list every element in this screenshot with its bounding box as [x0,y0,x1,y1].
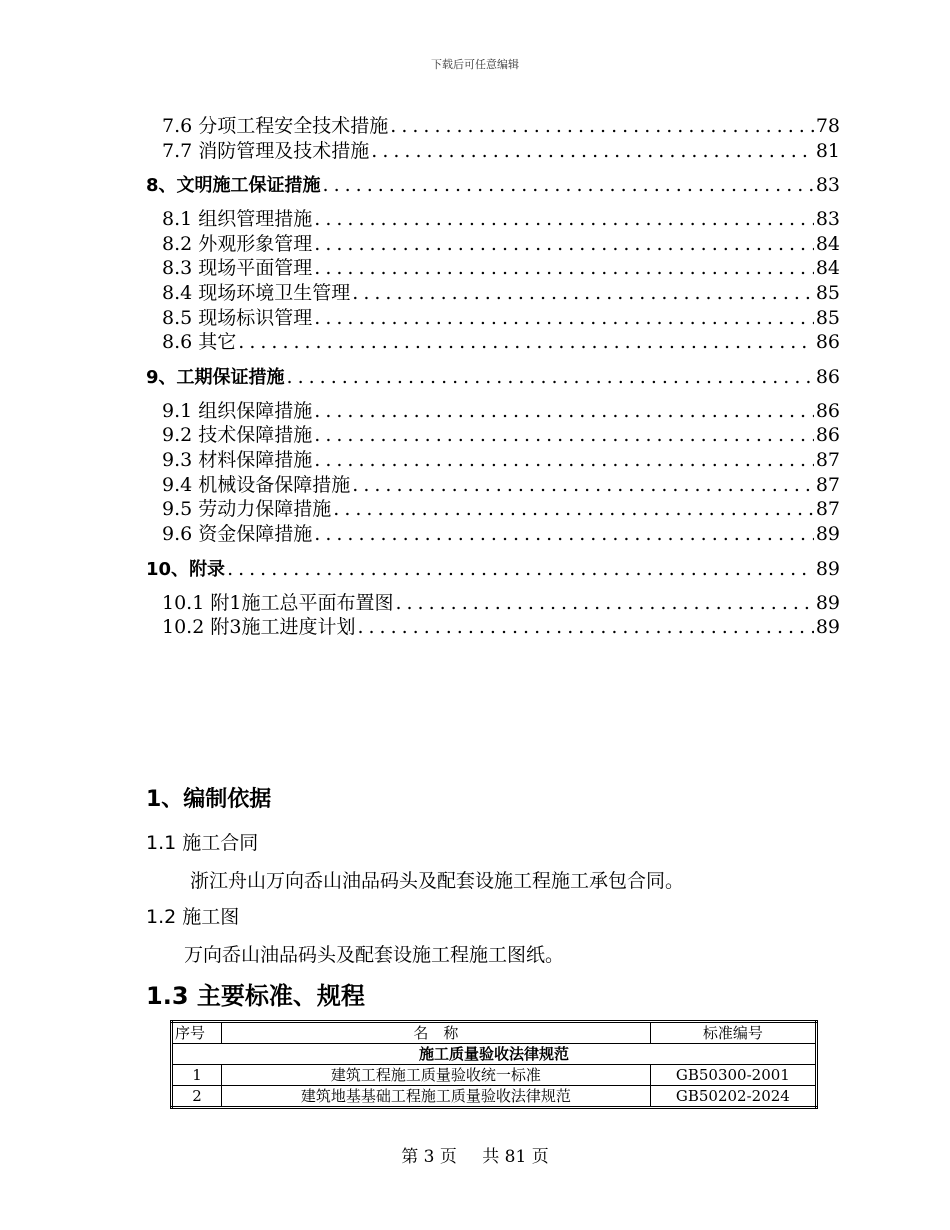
toc-section-entry[interactable] [162,615,840,639]
toc-entry-title [162,591,393,615]
toc-chapter-entry[interactable] [146,365,840,390]
section-1-1-heading: 1.1 施工合同 [146,832,259,854]
toc-entry-label: 机械设备保障措施 [198,474,351,496]
toc-entry-label: 现场标识管理 [198,307,313,329]
toc-entry-title [146,174,321,198]
toc-section-entry[interactable] [162,448,840,472]
toc-entry-number: 10.1 [162,592,205,614]
toc-section-entry[interactable] [162,399,840,423]
toc-entry-number: 8.5 [162,307,193,329]
toc-leader-dots [314,448,814,472]
toc-leader-dots [352,281,814,305]
row-no: 1 [172,1065,222,1086]
row-code: GB50202-2024 [650,1086,816,1108]
toc-page-number: 89 [815,616,840,638]
toc-page-number: 81 [815,140,840,162]
toc-leader-dots [314,306,814,330]
section-1-2-text: 万向岙山油品码头及配套设施工程施工图纸。 [184,944,565,966]
page-footer [0,1142,950,1167]
toc-entry-title [162,207,312,231]
toc-page-number: 89 [815,558,840,580]
toc-page-number: 78 [815,115,840,137]
toc-leader-dots [333,497,814,521]
toc-entry-number: 9.2 [162,424,193,446]
toc-entry-number: 9.6 [162,523,193,545]
toc-leader-dots [314,232,814,256]
toc-entry-label: 现场平面管理 [198,257,313,279]
toc-entry-number: 8.6 [162,331,193,353]
toc-leader-dots [287,365,814,389]
standards-table [170,1020,818,1109]
toc-section-entry[interactable] [162,522,840,546]
toc-leader-dots [314,522,814,546]
toc-page-number: 86 [815,366,840,388]
toc-leader-dots [227,557,814,581]
toc-leader-dots [323,173,814,197]
toc-entry-number: 9.1 [162,400,193,422]
toc-entry-label: 材料保障措施 [198,449,313,471]
toc-section-entry[interactable] [162,114,840,138]
toc-entry-label: 技术保障措施 [198,424,313,446]
toc-leader-dots [390,114,814,138]
section-1-3-heading: 1.3 主要标准、规程 [146,982,365,1010]
section-1-1-text: 浙江舟山万向岙山油品码头及配套设施工程施工承包合同。 [190,870,685,892]
toc-section-entry[interactable] [162,281,840,305]
toc-entry-title [162,399,312,423]
header-cell-code: 标准编号 [650,1022,816,1044]
toc-entry-title [162,306,312,330]
category-cell: 施工质量验收法律规范 [172,1044,817,1065]
toc-entry-number: 7.7 [162,140,193,162]
toc-entry-label: 工期保证措施 [176,367,285,388]
toc-page-number: 86 [815,424,840,446]
toc-entry-label: 分项工程安全技术措施 [198,115,389,137]
toc-entry-title [162,522,312,546]
toc-entry-title [146,558,225,582]
toc-leader-dots [314,207,814,231]
toc-entry-number: 9.5 [162,498,193,520]
toc-entry-number: 8.1 [162,208,193,230]
toc-entry-label: 其它 [198,331,237,353]
toc-page-number: 89 [815,523,840,545]
toc-entry-number: 8、 [146,175,177,196]
header-cell-name: 名 称 [222,1022,651,1044]
table-row [172,1065,817,1086]
toc-leader-dots [238,330,814,354]
toc-chapter-entry[interactable] [146,557,840,582]
toc-entry-label: 劳动力保障措施 [198,498,332,520]
table-row [172,1086,817,1108]
header-cell-no: 序号 [172,1022,222,1044]
toc-page-number: 86 [815,400,840,422]
toc-entry-label: 附录 [189,559,226,580]
toc-leader-dots [371,139,814,163]
toc-entry-label: 外观形象管理 [198,233,313,255]
toc-section-entry[interactable] [162,423,840,447]
toc-entry-label: 现场环境卫生管理 [198,282,351,304]
toc-entry-title [162,330,236,354]
toc-entry-label: 资金保障措施 [198,523,313,545]
toc-section-entry[interactable] [162,591,840,615]
table-category-row [172,1044,817,1065]
toc-entry-number: 8.4 [162,282,193,304]
toc-entry-number: 9.3 [162,449,193,471]
toc-section-entry[interactable] [162,232,840,256]
header-note: 下载后可任意编辑 [431,58,519,71]
toc-entry-title [162,497,331,521]
section-1-heading: 1、编制依据 [146,787,272,812]
toc-entry-title [162,281,350,305]
page-number: 第 3 页 [401,1147,457,1167]
row-code: GB50300-2001 [650,1065,816,1086]
toc-page-number: 87 [815,474,840,496]
toc-section-entry[interactable] [162,306,840,330]
toc-page-number: 84 [815,257,840,279]
toc-entry-number: 7.6 [162,115,193,137]
toc-section-entry[interactable] [162,139,840,163]
toc-entry-title [162,232,312,256]
toc-section-entry[interactable] [162,330,840,354]
toc-leader-dots [314,256,814,280]
toc-entry-title [162,423,312,447]
row-name: 建筑工程施工质量验收统一标准 [222,1065,651,1086]
toc-section-entry[interactable] [162,256,840,280]
toc-entry-number: 10.2 [162,616,205,638]
toc-entry-title [162,256,312,280]
toc-entry-label: 组织管理措施 [198,208,313,230]
toc-section-entry[interactable] [162,473,840,497]
toc-section-entry[interactable] [162,497,840,521]
row-name: 建筑地基基础工程施工质量验收法律规范 [222,1086,651,1108]
toc-entry-number: 8.3 [162,257,193,279]
section-1-2-heading: 1.2 施工图 [146,906,240,928]
toc-leader-dots [314,399,814,423]
toc-entry-number: 8.2 [162,233,193,255]
toc-entry-title [162,615,355,639]
toc-entry-label: 文明施工保证措施 [176,175,321,196]
toc-page-number: 84 [815,233,840,255]
toc-page-number: 89 [815,592,840,614]
toc-page-number: 85 [815,307,840,329]
toc-entry-title [162,114,388,138]
toc-entry-label: 附3施工进度计划 [210,616,356,638]
toc-leader-dots [395,591,813,615]
toc-page-number: 87 [815,498,840,520]
toc-entry-title [162,139,369,163]
toc-section-entry[interactable] [162,207,840,231]
toc-entry-number: 9、 [146,367,177,388]
toc-entry-label: 组织保障措施 [198,400,313,422]
toc-entry-label: 附1施工总平面布置图 [210,592,394,614]
toc-leader-dots [357,615,813,639]
toc-entry-label: 消防管理及技术措施 [198,140,370,162]
toc-entry-number: 9.4 [162,474,193,496]
toc-leader-dots [352,473,814,497]
toc-page-number: 86 [815,331,840,353]
page-total: 共 81 页 [482,1147,549,1167]
row-no: 2 [172,1086,222,1108]
toc-entry-title [162,473,350,497]
toc-entry-title [146,366,285,390]
toc-page-number: 85 [815,282,840,304]
table-header-row [172,1022,817,1044]
toc-entry-number: 10、 [146,559,190,580]
toc-page-number: 87 [815,449,840,471]
toc-entry-title [162,448,312,472]
toc-chapter-entry[interactable] [146,173,840,198]
toc-page-number: 83 [815,174,840,196]
toc-leader-dots [314,423,814,447]
toc-page-number: 83 [815,208,840,230]
